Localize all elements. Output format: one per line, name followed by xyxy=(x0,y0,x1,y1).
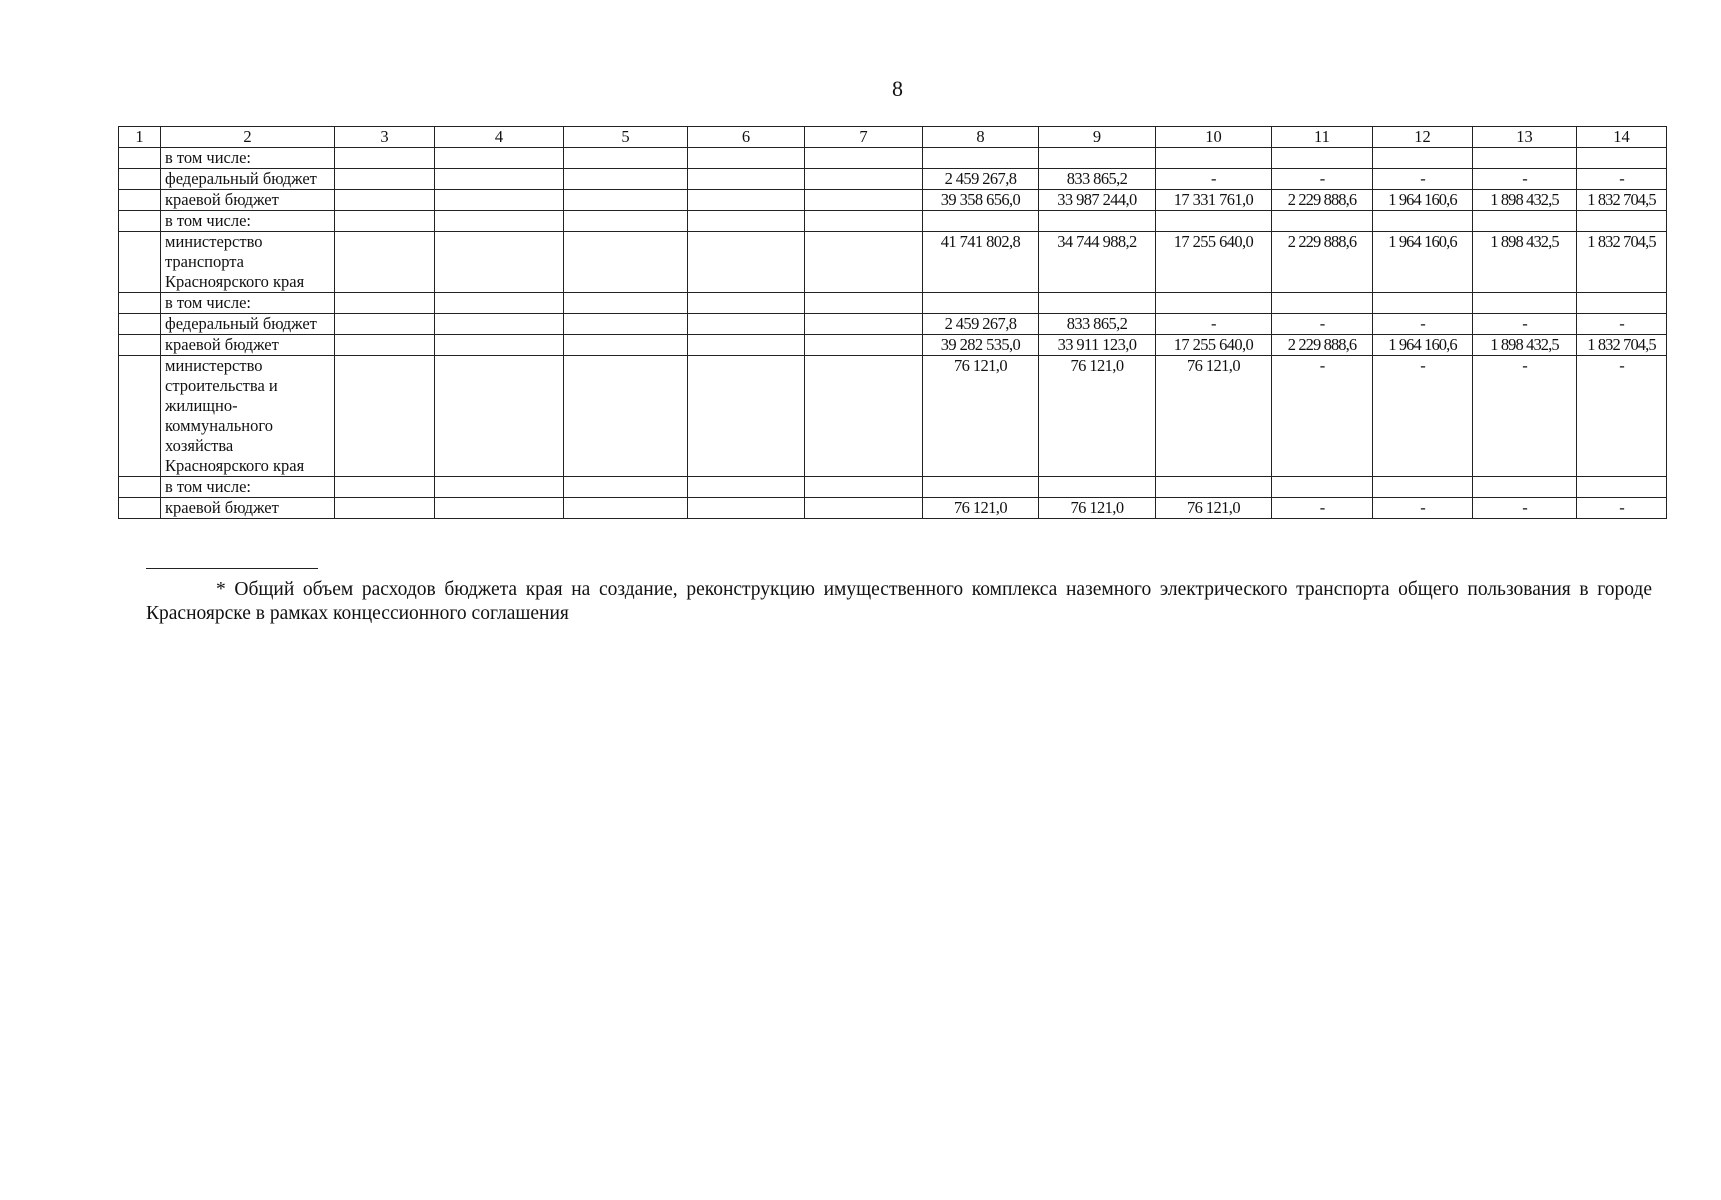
empty-cell xyxy=(335,148,435,169)
value-cell: 76 121,0 xyxy=(923,356,1039,477)
empty-cell xyxy=(688,335,805,356)
value-cell: 2 229 888,6 xyxy=(1272,190,1373,211)
value-cell: - xyxy=(1373,356,1473,477)
value-cell: 1 964 160,6 xyxy=(1373,335,1473,356)
empty-cell xyxy=(805,148,923,169)
empty-cell xyxy=(805,335,923,356)
value-cell: 17 255 640,0 xyxy=(1156,335,1272,356)
column-header: 2 xyxy=(161,127,335,148)
value-cell xyxy=(1577,211,1667,232)
value-cell: - xyxy=(1473,498,1577,519)
column-header: 13 xyxy=(1473,127,1577,148)
value-cell: 833 865,2 xyxy=(1039,169,1156,190)
empty-cell xyxy=(805,477,923,498)
empty-cell xyxy=(564,169,688,190)
row-name-cell: министерство транспорта Красноярского края xyxy=(161,232,335,293)
empty-cell xyxy=(805,356,923,477)
empty-cell xyxy=(688,293,805,314)
empty-cell xyxy=(688,169,805,190)
value-cell: - xyxy=(1577,498,1667,519)
table-row xyxy=(119,335,1667,356)
value-cell: 17 255 640,0 xyxy=(1156,232,1272,293)
value-cell: 41 741 802,8 xyxy=(923,232,1039,293)
empty-cell xyxy=(564,356,688,477)
table-row xyxy=(119,190,1667,211)
value-cell: 1 832 704,5 xyxy=(1577,190,1667,211)
empty-cell xyxy=(564,477,688,498)
row-name-cell: министерство строительства и жилищно-коммунального хозяйства Красноярского края xyxy=(161,356,335,477)
value-cell xyxy=(1473,477,1577,498)
budget-table xyxy=(118,126,1667,519)
column-header: 4 xyxy=(435,127,564,148)
value-cell: 2 229 888,6 xyxy=(1272,232,1373,293)
row-index-cell xyxy=(119,148,161,169)
empty-cell xyxy=(435,211,564,232)
empty-cell xyxy=(688,314,805,335)
value-cell: - xyxy=(1272,356,1373,477)
row-index-cell xyxy=(119,232,161,293)
empty-cell xyxy=(805,314,923,335)
empty-cell xyxy=(435,232,564,293)
footnote-divider xyxy=(146,568,318,569)
value-cell: - xyxy=(1473,169,1577,190)
value-cell: 2 459 267,8 xyxy=(923,314,1039,335)
value-cell: - xyxy=(1473,356,1577,477)
value-cell xyxy=(1272,148,1373,169)
value-cell xyxy=(1373,148,1473,169)
empty-cell xyxy=(688,356,805,477)
table-row xyxy=(119,169,1667,190)
row-index-cell xyxy=(119,211,161,232)
row-name-cell: федеральный бюджет xyxy=(161,314,335,335)
column-header: 14 xyxy=(1577,127,1667,148)
empty-cell xyxy=(805,211,923,232)
table-row xyxy=(119,211,1667,232)
empty-cell xyxy=(435,148,564,169)
value-cell: - xyxy=(1577,356,1667,477)
empty-cell xyxy=(564,232,688,293)
empty-cell xyxy=(688,477,805,498)
empty-cell xyxy=(564,498,688,519)
column-header: 8 xyxy=(923,127,1039,148)
empty-cell xyxy=(335,190,435,211)
empty-cell xyxy=(435,477,564,498)
value-cell: 76 121,0 xyxy=(1039,498,1156,519)
value-cell xyxy=(1577,148,1667,169)
column-header: 6 xyxy=(688,127,805,148)
column-header: 9 xyxy=(1039,127,1156,148)
value-cell xyxy=(1039,211,1156,232)
empty-cell xyxy=(688,498,805,519)
empty-cell xyxy=(688,211,805,232)
value-cell: 1 898 432,5 xyxy=(1473,232,1577,293)
empty-cell xyxy=(335,232,435,293)
value-cell xyxy=(923,477,1039,498)
empty-cell xyxy=(805,169,923,190)
value-cell xyxy=(1373,477,1473,498)
empty-cell xyxy=(335,335,435,356)
empty-cell xyxy=(688,232,805,293)
value-cell xyxy=(1156,211,1272,232)
empty-cell xyxy=(435,335,564,356)
row-index-cell xyxy=(119,356,161,477)
value-cell: 33 987 244,0 xyxy=(1039,190,1156,211)
column-header: 11 xyxy=(1272,127,1373,148)
empty-cell xyxy=(564,293,688,314)
row-index-cell xyxy=(119,477,161,498)
row-name-cell: федеральный бюджет xyxy=(161,169,335,190)
row-name-cell: краевой бюджет xyxy=(161,498,335,519)
empty-cell xyxy=(335,477,435,498)
value-cell xyxy=(923,211,1039,232)
value-cell: - xyxy=(1373,314,1473,335)
row-index-cell xyxy=(119,335,161,356)
value-cell: 17 331 761,0 xyxy=(1156,190,1272,211)
row-name-cell: краевой бюджет xyxy=(161,335,335,356)
value-cell: - xyxy=(1272,498,1373,519)
table-body xyxy=(119,148,1667,519)
value-cell: - xyxy=(1577,314,1667,335)
value-cell xyxy=(1272,293,1373,314)
value-cell xyxy=(1272,211,1373,232)
value-cell: 2 229 888,6 xyxy=(1272,335,1373,356)
value-cell: 76 121,0 xyxy=(1039,356,1156,477)
empty-cell xyxy=(435,356,564,477)
value-cell xyxy=(1272,477,1373,498)
table-row xyxy=(119,314,1667,335)
page-number: 8 xyxy=(892,76,903,101)
value-cell xyxy=(1156,293,1272,314)
table-row xyxy=(119,148,1667,169)
value-cell: 76 121,0 xyxy=(923,498,1039,519)
row-name-cell: в том числе: xyxy=(161,293,335,314)
empty-cell xyxy=(435,169,564,190)
row-index-cell xyxy=(119,314,161,335)
value-cell xyxy=(1039,293,1156,314)
column-header: 12 xyxy=(1373,127,1473,148)
value-cell: 76 121,0 xyxy=(1156,356,1272,477)
table-row xyxy=(119,356,1667,477)
value-cell xyxy=(1156,477,1272,498)
empty-cell xyxy=(805,293,923,314)
empty-cell xyxy=(688,148,805,169)
value-cell: 1 898 432,5 xyxy=(1473,335,1577,356)
empty-cell xyxy=(435,293,564,314)
value-cell xyxy=(1473,211,1577,232)
value-cell: 1 832 704,5 xyxy=(1577,335,1667,356)
value-cell: 2 459 267,8 xyxy=(923,169,1039,190)
row-index-cell xyxy=(119,190,161,211)
value-cell: 76 121,0 xyxy=(1156,498,1272,519)
value-cell xyxy=(1473,148,1577,169)
row-index-cell xyxy=(119,498,161,519)
row-name-cell: в том числе: xyxy=(161,148,335,169)
row-index-cell xyxy=(119,293,161,314)
footnote-text: * Общий объем расходов бюджета края на создание, реконструкцию имущественного комплекса наземного электрического транспорта общего пользования в городе Красноярске в рамках концессионного соглашения xyxy=(146,579,1652,624)
column-header: 10 xyxy=(1156,127,1272,148)
empty-cell xyxy=(435,498,564,519)
empty-cell xyxy=(564,211,688,232)
value-cell xyxy=(1577,293,1667,314)
value-cell: 1 832 704,5 xyxy=(1577,232,1667,293)
table-row xyxy=(119,293,1667,314)
value-cell: - xyxy=(1272,314,1373,335)
value-cell: 1 964 160,6 xyxy=(1373,190,1473,211)
value-cell: 34 744 988,2 xyxy=(1039,232,1156,293)
row-name-cell: в том числе: xyxy=(161,477,335,498)
empty-cell xyxy=(688,190,805,211)
empty-cell xyxy=(805,190,923,211)
value-cell: - xyxy=(1156,169,1272,190)
column-header: 5 xyxy=(564,127,688,148)
empty-cell xyxy=(335,314,435,335)
value-cell xyxy=(1039,477,1156,498)
table-header-row xyxy=(119,127,1667,148)
empty-cell xyxy=(435,314,564,335)
column-header: 1 xyxy=(119,127,161,148)
value-cell xyxy=(923,148,1039,169)
value-cell: - xyxy=(1577,169,1667,190)
value-cell: 1 964 160,6 xyxy=(1373,232,1473,293)
row-index-cell xyxy=(119,169,161,190)
table-row xyxy=(119,498,1667,519)
empty-cell xyxy=(564,335,688,356)
value-cell: 833 865,2 xyxy=(1039,314,1156,335)
empty-cell xyxy=(335,498,435,519)
value-cell: 1 898 432,5 xyxy=(1473,190,1577,211)
empty-cell xyxy=(435,190,564,211)
value-cell: 39 358 656,0 xyxy=(923,190,1039,211)
empty-cell xyxy=(335,356,435,477)
value-cell xyxy=(1156,148,1272,169)
value-cell xyxy=(1039,148,1156,169)
value-cell: - xyxy=(1272,169,1373,190)
table-row xyxy=(119,477,1667,498)
empty-cell xyxy=(335,293,435,314)
value-cell: 39 282 535,0 xyxy=(923,335,1039,356)
empty-cell xyxy=(564,148,688,169)
empty-cell xyxy=(564,190,688,211)
column-header: 3 xyxy=(335,127,435,148)
value-cell: - xyxy=(1473,314,1577,335)
value-cell: - xyxy=(1156,314,1272,335)
table-row xyxy=(119,232,1667,293)
empty-cell xyxy=(335,169,435,190)
value-cell: 33 911 123,0 xyxy=(1039,335,1156,356)
value-cell: - xyxy=(1373,498,1473,519)
empty-cell xyxy=(805,232,923,293)
empty-cell xyxy=(805,498,923,519)
value-cell: - xyxy=(1373,169,1473,190)
value-cell xyxy=(1373,293,1473,314)
value-cell xyxy=(923,293,1039,314)
value-cell xyxy=(1473,293,1577,314)
value-cell xyxy=(1577,477,1667,498)
empty-cell xyxy=(335,211,435,232)
row-name-cell: краевой бюджет xyxy=(161,190,335,211)
empty-cell xyxy=(564,314,688,335)
value-cell xyxy=(1373,211,1473,232)
row-name-cell: в том числе: xyxy=(161,211,335,232)
column-header: 7 xyxy=(805,127,923,148)
